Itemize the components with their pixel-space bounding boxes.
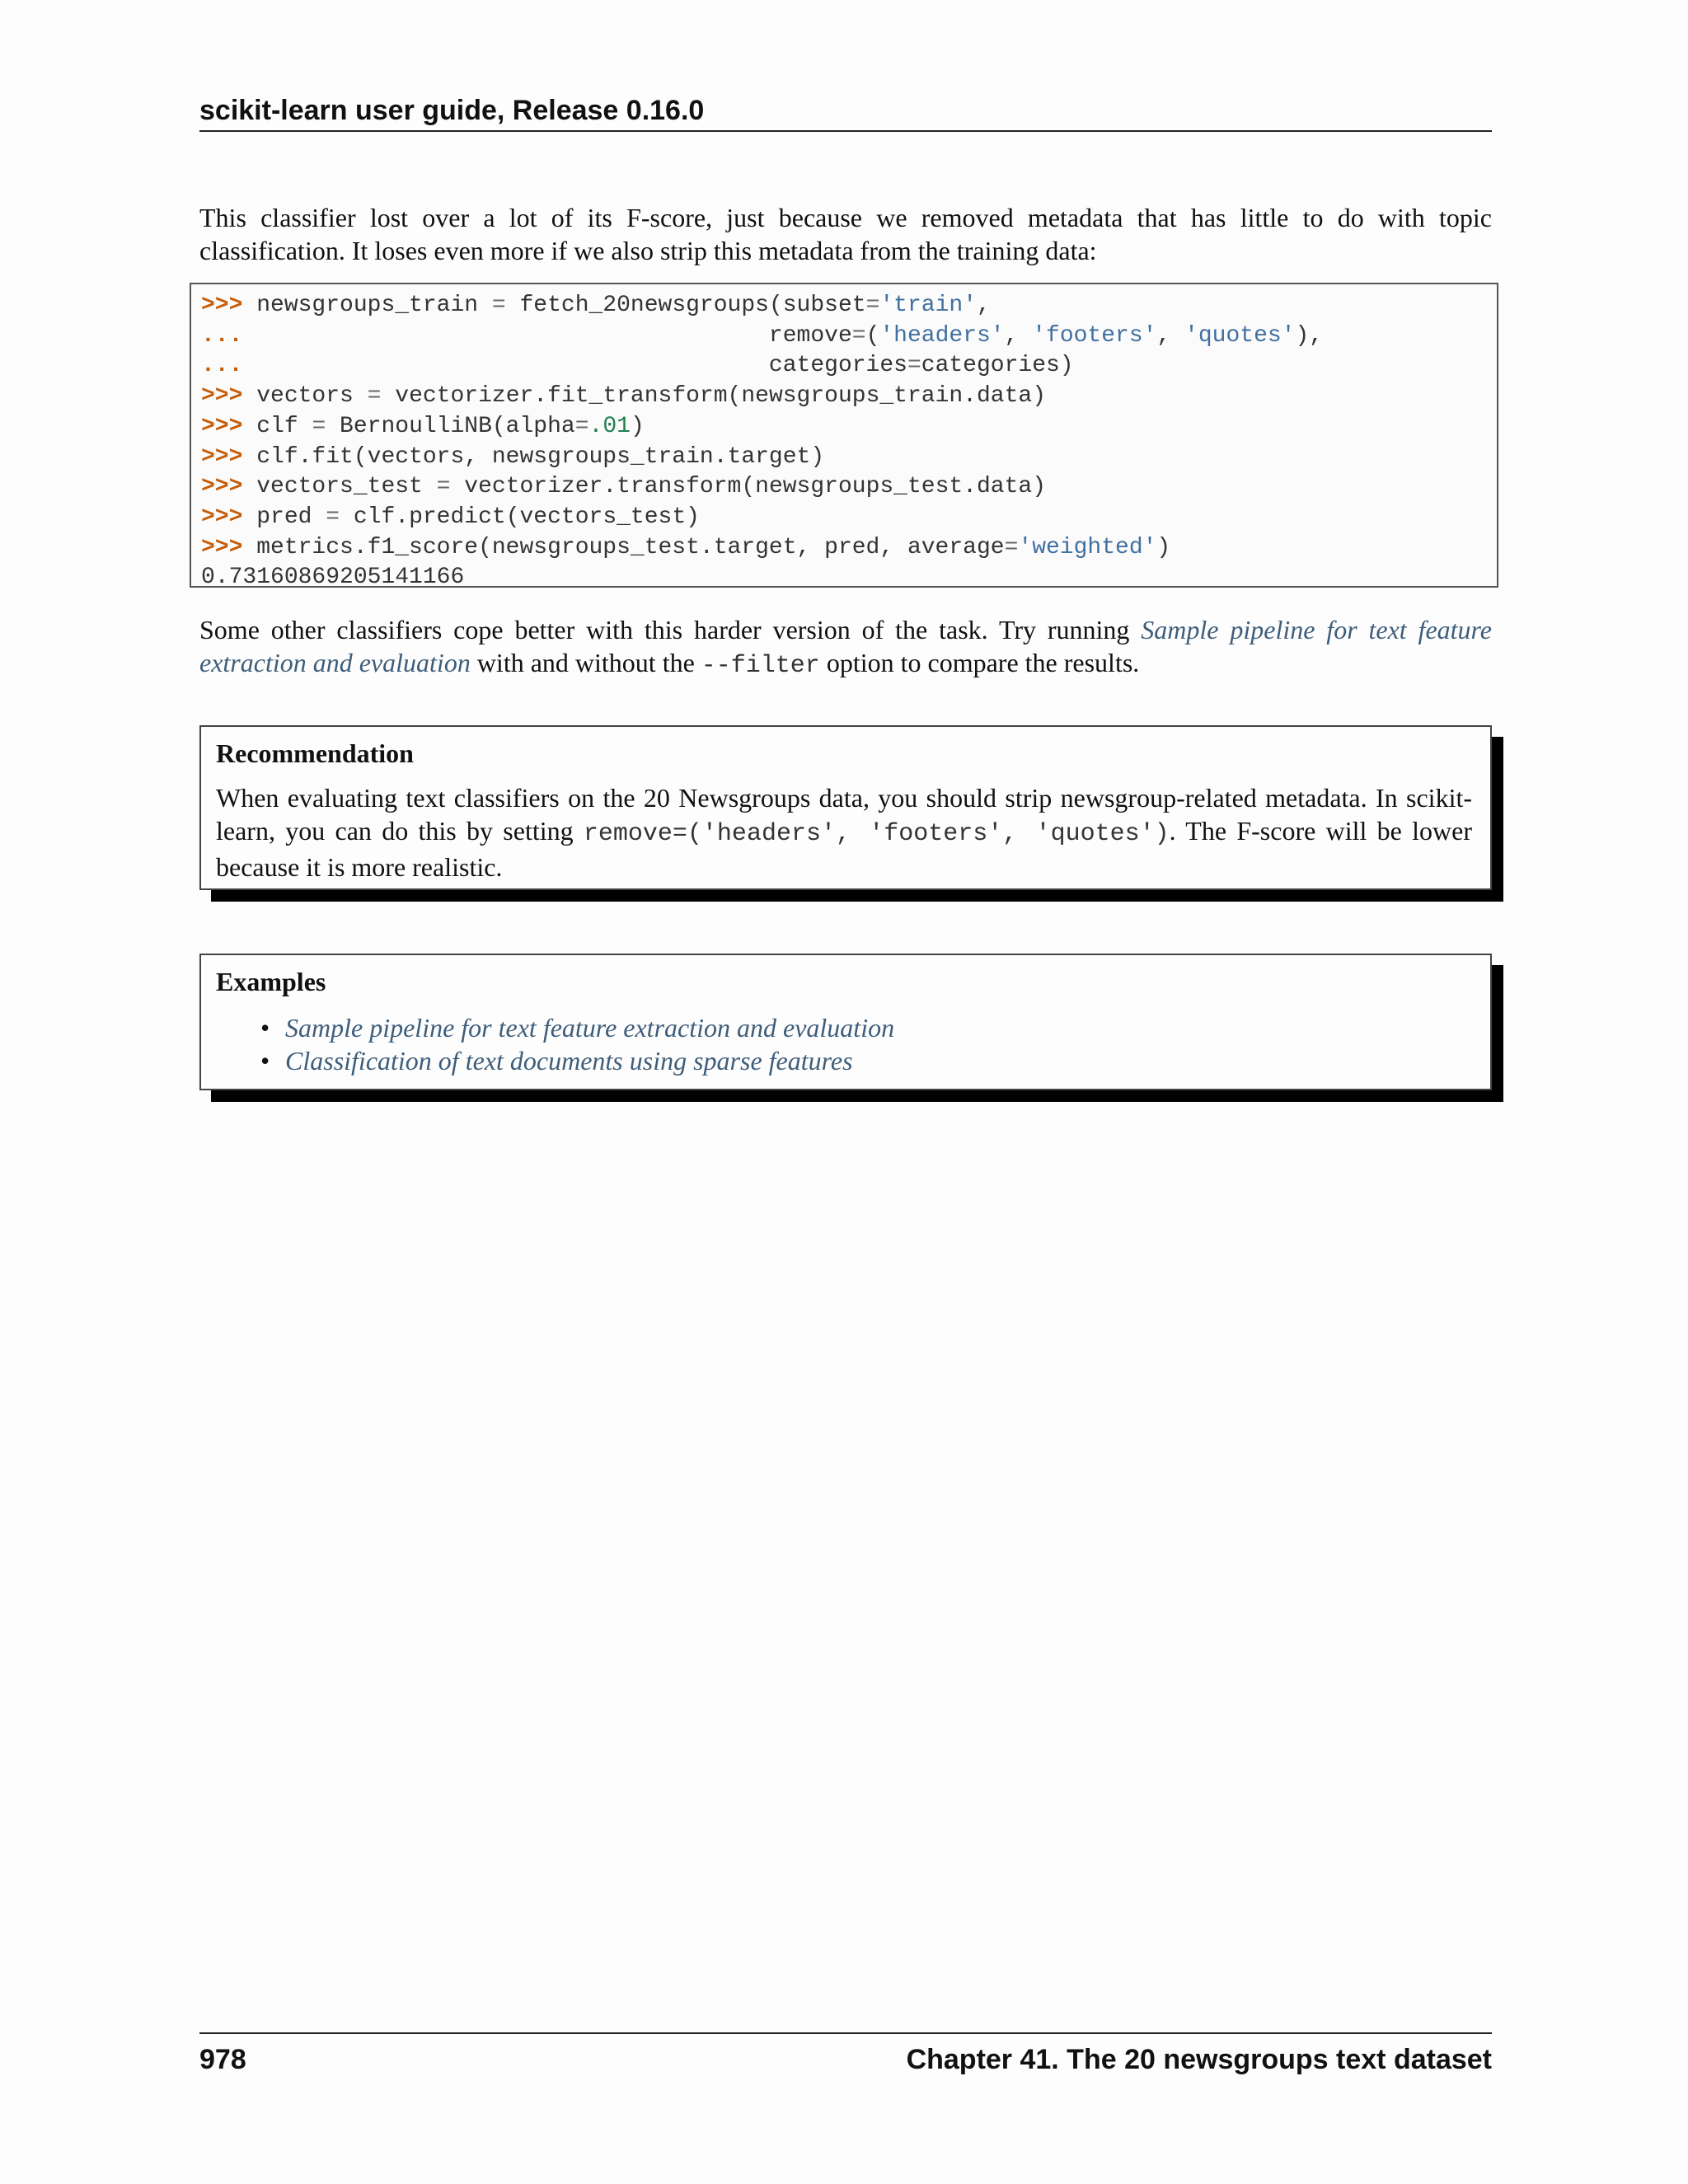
- examples-frame: [199, 954, 1492, 1090]
- para2-text-after: option to compare the results.: [819, 648, 1140, 677]
- examples-list-item: [216, 1044, 894, 1077]
- recommendation-text-before: When evaluating text classifiers on the 20 Newsgroups data, you should strip newsgroup-related metadata. In scikit-learn, you can do this by setting: [216, 783, 1472, 846]
- recommendation-box: [199, 725, 1492, 890]
- recommendation-text-after: . The F-score will be lower because it is more realistic.: [216, 816, 1472, 882]
- examples-title: Examples: [216, 967, 326, 996]
- para2-text-middle: with and without the: [470, 648, 701, 677]
- examples-box: [199, 954, 1492, 1090]
- remove-param-code: remove=('headers', 'footers', 'quotes'): [583, 820, 1170, 848]
- example-link-sample-pipeline[interactable]: Sample pipeline for text feature extraction and evaluation: [285, 1013, 895, 1043]
- pipeline-paragraph: [199, 613, 1492, 682]
- intro-paragraph: This classifier lost over a lot of its F-score, just because we removed metadata that has little to do with topic classification. It loses even more if we also strip this metadata from the training data:: [199, 203, 1492, 265]
- page-footer: [199, 2032, 1492, 2075]
- recommendation-title: Recommendation: [216, 738, 414, 768]
- sample-pipeline-link[interactable]: Sample pipeline for text feature extraction and evaluation: [199, 615, 1493, 677]
- para2-text-before: Some other classifiers cope better with this harder version of the task. Try running: [199, 615, 1142, 644]
- recommendation-frame: [199, 725, 1492, 890]
- chapter-title: Chapter 41. The 20 newsgroups text dataset: [906, 2044, 1492, 2075]
- page-header: [199, 89, 1492, 132]
- recommendation-text: [216, 781, 1472, 883]
- filter-option-code: --filter: [701, 652, 820, 680]
- code-content: >>> newsgroups_train = fetch_20newsgroups(subset='train', ... remove=('headers', 'footers', 'quotes'), ... categories=categories) >>> vectors = vectorizer.fit_transform(newsgroups_train.data) >>> clf = BernoulliNB(alpha=.01) >>> clf.fit(vectors, newsgroups_train.target) >>> vectors_test = vectorizer.transform(newsgroups_test.data) >>> pred = clf.predict(vectors_test) >>> metrics.f1_score(newsgroups_test.target, pred, average='weighted') 0.73160869205141166: [201, 293, 1324, 591]
- header-title: scikit-learn user guide, Release 0.16.0: [199, 95, 705, 126]
- code-block: [190, 283, 1498, 591]
- page-number: 978: [199, 2044, 246, 2075]
- examples-list-item: [216, 1011, 894, 1044]
- example-link-text-classification[interactable]: Classification of text documents using sparse features: [285, 1046, 853, 1076]
- examples-list: [216, 1011, 894, 1077]
- document-page: [199, 0, 1492, 2184]
